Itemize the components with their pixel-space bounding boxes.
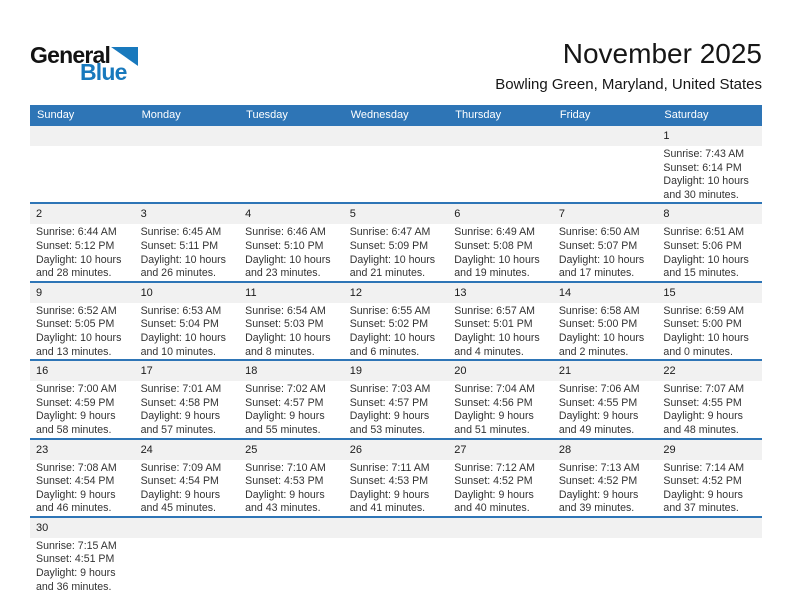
day-number: 19 — [344, 361, 449, 381]
day-daylight-line1: Daylight: 9 hours — [245, 488, 325, 501]
day-sunset: Sunset: 5:02 PM — [349, 318, 429, 331]
day-details — [448, 381, 553, 437]
day-cell — [30, 518, 135, 613]
day-daylight-line2: and 10 minutes. — [140, 345, 216, 358]
day-sunset: Sunset: 5:07 PM — [558, 239, 638, 252]
day-daylight-line2: and 49 minutes. — [558, 423, 635, 436]
day-details — [239, 381, 344, 437]
day-number — [344, 126, 449, 146]
day-sunrise: Sunrise: 6:55 AM — [349, 304, 431, 317]
day-details — [657, 224, 762, 280]
day-cell — [135, 204, 240, 280]
day-sunset: Sunset: 5:00 PM — [663, 318, 742, 331]
day-details — [553, 460, 658, 516]
day-details — [553, 224, 658, 280]
day-number — [448, 126, 553, 146]
day-daylight-line2: and 51 minutes. — [454, 423, 530, 436]
day-cell — [448, 361, 553, 437]
day-daylight-line1: Daylight: 10 hours — [140, 331, 226, 344]
day-sunrise: Sunrise: 7:04 AM — [454, 383, 535, 396]
day-details — [135, 538, 240, 540]
day-sunrise: Sunrise: 6:46 AM — [245, 226, 326, 239]
day-sunrise: Sunrise: 6:58 AM — [558, 304, 640, 317]
day-sunrise: Sunrise: 6:52 AM — [36, 304, 117, 317]
day-sunset: Sunset: 4:53 PM — [245, 475, 324, 488]
day-details — [30, 146, 135, 148]
day-sunrise: Sunrise: 6:50 AM — [558, 226, 640, 239]
day-cell — [239, 440, 344, 516]
day-sunrise: Sunrise: 6:45 AM — [140, 226, 222, 239]
weekday-wednesday: Wednesday — [350, 109, 409, 121]
day-sunrise: Sunrise: 6:57 AM — [454, 304, 535, 317]
day-daylight-line1: Daylight: 9 hours — [454, 488, 534, 501]
day-details — [657, 146, 762, 202]
day-details — [30, 460, 135, 516]
day-details — [135, 381, 240, 437]
day-daylight-line1: Daylight: 9 hours — [349, 410, 430, 423]
day-number — [448, 518, 553, 538]
day-number: 4 — [239, 204, 344, 224]
day-number: 7 — [553, 204, 658, 224]
day-cell — [553, 204, 658, 280]
empty-day-cell — [553, 126, 658, 202]
day-cell — [657, 283, 762, 359]
day-daylight-line2: and 17 minutes. — [558, 267, 635, 280]
day-sunrise: Sunrise: 7:01 AM — [140, 383, 222, 396]
day-daylight-line1: Daylight: 10 hours — [663, 175, 749, 188]
day-details — [657, 303, 762, 359]
day-daylight-line2: and 37 minutes. — [663, 502, 739, 515]
empty-day-cell — [448, 126, 553, 202]
empty-day-cell — [135, 518, 240, 613]
day-daylight-line1: Daylight: 9 hours — [36, 567, 116, 580]
day-number: 15 — [657, 283, 762, 303]
day-sunset: Sunset: 5:03 PM — [245, 318, 324, 331]
day-number: 20 — [448, 361, 553, 381]
day-sunrise: Sunrise: 7:02 AM — [245, 383, 326, 396]
day-number — [239, 518, 344, 538]
day-daylight-line1: Daylight: 10 hours — [36, 331, 122, 344]
day-daylight-line1: Daylight: 10 hours — [36, 253, 122, 266]
weekday-monday: Monday — [141, 109, 181, 121]
day-details — [30, 303, 135, 359]
day-details — [239, 538, 344, 540]
day-number: 30 — [30, 518, 135, 538]
empty-day-cell — [239, 126, 344, 202]
day-number: 12 — [344, 283, 449, 303]
day-details — [553, 538, 658, 540]
day-number — [553, 518, 658, 538]
day-sunset: Sunset: 4:59 PM — [36, 396, 115, 409]
day-daylight-line2: and 28 minutes. — [36, 267, 112, 280]
day-sunrise: Sunrise: 7:14 AM — [663, 461, 745, 474]
day-daylight-line2: and 23 minutes. — [245, 267, 321, 280]
day-daylight-line2: and 4 minutes. — [454, 345, 524, 358]
day-number: 24 — [135, 440, 240, 460]
day-daylight-line2: and 57 minutes. — [140, 423, 216, 436]
day-sunrise: Sunrise: 7:15 AM — [36, 539, 117, 552]
empty-day-cell — [135, 126, 240, 202]
day-sunset: Sunset: 5:09 PM — [349, 239, 429, 252]
day-number: 13 — [448, 283, 553, 303]
day-sunset: Sunset: 4:56 PM — [454, 396, 533, 409]
logo-text-blue: Blue — [80, 59, 127, 85]
day-cell — [239, 361, 344, 437]
day-number: 17 — [135, 361, 240, 381]
day-number: 5 — [344, 204, 449, 224]
day-number — [344, 518, 449, 538]
day-daylight-line2: and 55 minutes. — [245, 423, 321, 436]
day-cell — [239, 204, 344, 280]
weekday-header-row — [30, 105, 762, 126]
day-cell — [30, 361, 135, 437]
day-daylight-line2: and 48 minutes. — [663, 423, 739, 436]
empty-day-cell — [30, 126, 135, 202]
day-number: 10 — [135, 283, 240, 303]
day-daylight-line2: and 0 minutes. — [663, 345, 733, 358]
day-daylight-line1: Daylight: 9 hours — [349, 488, 430, 501]
day-details — [657, 460, 762, 516]
day-details — [30, 381, 135, 437]
day-sunrise: Sunrise: 7:00 AM — [36, 383, 117, 396]
day-sunset: Sunset: 5:06 PM — [663, 239, 742, 252]
day-daylight-line2: and 8 minutes. — [245, 345, 315, 358]
day-number: 29 — [657, 440, 762, 460]
day-daylight-line1: Daylight: 10 hours — [558, 331, 645, 344]
day-cell — [344, 283, 449, 359]
day-sunset: Sunset: 4:52 PM — [454, 475, 533, 488]
day-details — [553, 381, 658, 437]
day-daylight-line2: and 40 minutes. — [454, 502, 530, 515]
day-sunset: Sunset: 4:54 PM — [36, 475, 115, 488]
day-daylight-line1: Daylight: 9 hours — [140, 410, 221, 423]
day-sunset: Sunset: 4:51 PM — [36, 553, 115, 566]
day-daylight-line1: Daylight: 10 hours — [349, 253, 436, 266]
day-sunset: Sunset: 5:10 PM — [245, 239, 324, 252]
day-sunrise: Sunrise: 6:47 AM — [349, 226, 431, 239]
day-daylight-line2: and 39 minutes. — [558, 502, 635, 515]
day-details — [344, 538, 449, 540]
day-daylight-line2: and 58 minutes. — [36, 423, 112, 436]
day-daylight-line1: Daylight: 9 hours — [140, 488, 221, 501]
empty-day-cell — [553, 518, 658, 613]
day-daylight-line1: Daylight: 9 hours — [36, 488, 116, 501]
day-details — [135, 460, 240, 516]
day-number: 18 — [239, 361, 344, 381]
day-cell — [553, 440, 658, 516]
day-number: 26 — [344, 440, 449, 460]
day-sunset: Sunset: 5:01 PM — [454, 318, 533, 331]
day-number: 22 — [657, 361, 762, 381]
empty-day-cell — [657, 518, 762, 613]
day-sunrise: Sunrise: 7:08 AM — [36, 461, 117, 474]
day-details — [135, 224, 240, 280]
day-daylight-line1: Daylight: 9 hours — [663, 410, 743, 423]
day-sunrise: Sunrise: 6:49 AM — [454, 226, 535, 239]
day-daylight-line1: Daylight: 10 hours — [245, 331, 331, 344]
day-cell — [239, 283, 344, 359]
day-daylight-line1: Daylight: 9 hours — [558, 410, 639, 423]
day-sunset: Sunset: 4:54 PM — [140, 475, 219, 488]
day-daylight-line1: Daylight: 9 hours — [245, 410, 325, 423]
weekday-saturday: Saturday — [664, 109, 709, 121]
day-daylight-line1: Daylight: 9 hours — [558, 488, 639, 501]
day-cell — [30, 204, 135, 280]
day-details — [344, 224, 449, 280]
day-sunset: Sunset: 4:55 PM — [558, 396, 638, 409]
day-daylight-line1: Daylight: 10 hours — [454, 331, 540, 344]
day-cell — [553, 361, 658, 437]
day-sunset: Sunset: 4:57 PM — [245, 396, 324, 409]
day-daylight-line2: and 30 minutes. — [663, 188, 739, 201]
day-sunrise: Sunrise: 6:59 AM — [663, 304, 745, 317]
day-cell — [344, 440, 449, 516]
day-daylight-line2: and 53 minutes. — [349, 423, 426, 436]
day-number: 3 — [135, 204, 240, 224]
day-number: 21 — [553, 361, 658, 381]
day-sunrise: Sunrise: 6:44 AM — [36, 226, 117, 239]
day-number: 8 — [657, 204, 762, 224]
day-cell — [553, 283, 658, 359]
day-details — [448, 460, 553, 516]
day-daylight-line2: and 46 minutes. — [36, 502, 112, 515]
day-number — [30, 126, 135, 146]
day-sunset: Sunset: 5:05 PM — [36, 318, 115, 331]
day-daylight-line1: Daylight: 9 hours — [663, 488, 743, 501]
day-daylight-line1: Daylight: 10 hours — [663, 253, 749, 266]
day-details — [657, 381, 762, 437]
day-number: 1 — [657, 126, 762, 146]
day-number: 16 — [30, 361, 135, 381]
day-details — [135, 146, 240, 148]
empty-day-cell — [448, 518, 553, 613]
day-number: 2 — [30, 204, 135, 224]
day-daylight-line1: Daylight: 10 hours — [558, 253, 645, 266]
day-sunrise: Sunrise: 7:43 AM — [663, 148, 745, 160]
day-sunset: Sunset: 4:58 PM — [140, 396, 219, 409]
week-row — [30, 126, 762, 204]
day-details — [657, 538, 762, 540]
day-sunrise: Sunrise: 7:03 AM — [349, 383, 431, 396]
day-details — [30, 224, 135, 280]
day-sunset: Sunset: 4:52 PM — [663, 475, 742, 488]
weekday-tuesday: Tuesday — [246, 109, 288, 121]
day-cell — [657, 204, 762, 280]
day-daylight-line2: and 6 minutes. — [349, 345, 420, 358]
day-details — [448, 224, 553, 280]
day-daylight-line2: and 43 minutes. — [245, 502, 321, 515]
day-daylight-line1: Daylight: 9 hours — [36, 410, 116, 423]
day-daylight-line1: Daylight: 9 hours — [454, 410, 534, 423]
day-daylight-line1: Daylight: 10 hours — [245, 253, 331, 266]
day-daylight-line2: and 26 minutes. — [140, 267, 216, 280]
day-details — [344, 381, 449, 437]
day-sunset: Sunset: 5:00 PM — [558, 318, 638, 331]
weekday-sunday: Sunday — [37, 109, 75, 121]
day-details — [239, 224, 344, 280]
day-daylight-line2: and 41 minutes. — [349, 502, 426, 515]
day-daylight-line2: and 45 minutes. — [140, 502, 216, 515]
day-sunrise: Sunrise: 7:10 AM — [245, 461, 326, 474]
day-number: 23 — [30, 440, 135, 460]
day-cell — [135, 440, 240, 516]
day-cell — [30, 440, 135, 516]
day-cell — [657, 440, 762, 516]
day-cell — [657, 126, 762, 202]
day-cell — [448, 440, 553, 516]
day-details — [553, 303, 658, 359]
empty-day-cell — [344, 518, 449, 613]
day-details — [239, 146, 344, 148]
day-daylight-line2: and 15 minutes. — [663, 267, 739, 280]
week-row — [30, 204, 762, 282]
day-sunrise: Sunrise: 7:07 AM — [663, 383, 745, 396]
day-daylight-line1: Daylight: 10 hours — [349, 331, 436, 344]
day-cell — [135, 283, 240, 359]
day-number — [135, 518, 240, 538]
day-number: 11 — [239, 283, 344, 303]
calendar-table — [30, 105, 762, 613]
week-row — [30, 440, 762, 518]
day-daylight-line2: and 36 minutes. — [36, 580, 112, 593]
day-sunset: Sunset: 4:53 PM — [349, 475, 429, 488]
logo-text-general: General — [30, 42, 111, 68]
week-row — [30, 361, 762, 439]
day-number: 9 — [30, 283, 135, 303]
day-sunrise: Sunrise: 7:11 AM — [349, 461, 430, 474]
day-daylight-line2: and 2 minutes. — [558, 345, 629, 358]
day-cell — [448, 283, 553, 359]
day-details — [344, 460, 449, 516]
day-sunrise: Sunrise: 6:51 AM — [663, 226, 745, 239]
general-blue-logo — [30, 44, 150, 96]
day-cell — [135, 361, 240, 437]
week-row — [30, 518, 762, 613]
calendar-body — [30, 126, 762, 613]
week-row — [30, 283, 762, 361]
day-cell — [30, 283, 135, 359]
weekday-thursday: Thursday — [455, 109, 502, 121]
day-sunset: Sunset: 6:14 PM — [663, 161, 742, 174]
day-sunset: Sunset: 5:04 PM — [140, 318, 219, 331]
day-details — [239, 460, 344, 516]
weekday-friday: Friday — [559, 109, 591, 121]
day-daylight-line1: Daylight: 10 hours — [140, 253, 226, 266]
day-daylight-line1: Daylight: 10 hours — [454, 253, 540, 266]
day-cell — [448, 204, 553, 280]
day-details — [553, 146, 658, 148]
day-sunset: Sunset: 4:57 PM — [349, 396, 429, 409]
day-daylight-line1: Daylight: 10 hours — [663, 331, 749, 344]
day-details — [30, 538, 135, 594]
day-details — [239, 303, 344, 359]
day-cell — [344, 204, 449, 280]
day-daylight-line2: and 13 minutes. — [36, 345, 112, 358]
page-header — [30, 38, 762, 100]
page-subtitle: Bowling Green, Maryland, United States — [495, 76, 762, 93]
day-cell — [657, 361, 762, 437]
day-cell — [344, 361, 449, 437]
day-sunset: Sunset: 4:55 PM — [663, 396, 742, 409]
day-details — [448, 303, 553, 359]
day-sunset: Sunset: 4:52 PM — [558, 475, 638, 488]
day-sunrise: Sunrise: 6:54 AM — [245, 304, 326, 317]
day-sunset: Sunset: 5:11 PM — [140, 239, 219, 252]
day-number — [657, 518, 762, 538]
day-sunset: Sunset: 5:12 PM — [36, 239, 115, 252]
day-number — [239, 126, 344, 146]
day-daylight-line2: and 19 minutes. — [454, 267, 530, 280]
day-sunrise: Sunrise: 6:53 AM — [140, 304, 222, 317]
day-details — [448, 538, 553, 540]
day-details — [344, 146, 449, 148]
empty-day-cell — [344, 126, 449, 202]
day-number: 25 — [239, 440, 344, 460]
day-number: 28 — [553, 440, 658, 460]
day-details — [448, 146, 553, 148]
day-sunrise: Sunrise: 7:13 AM — [558, 461, 640, 474]
day-number — [553, 126, 658, 146]
day-sunset: Sunset: 5:08 PM — [454, 239, 533, 252]
day-sunrise: Sunrise: 7:12 AM — [454, 461, 535, 474]
day-number: 6 — [448, 204, 553, 224]
day-sunrise: Sunrise: 7:06 AM — [558, 383, 640, 396]
day-number: 27 — [448, 440, 553, 460]
empty-day-cell — [239, 518, 344, 613]
day-daylight-line2: and 21 minutes. — [349, 267, 426, 280]
day-sunrise: Sunrise: 7:09 AM — [140, 461, 222, 474]
day-number: 14 — [553, 283, 658, 303]
page-title: November 2025 — [562, 38, 762, 69]
day-details — [135, 303, 240, 359]
title-block — [495, 38, 762, 93]
day-details — [344, 303, 449, 359]
day-number — [135, 126, 240, 146]
